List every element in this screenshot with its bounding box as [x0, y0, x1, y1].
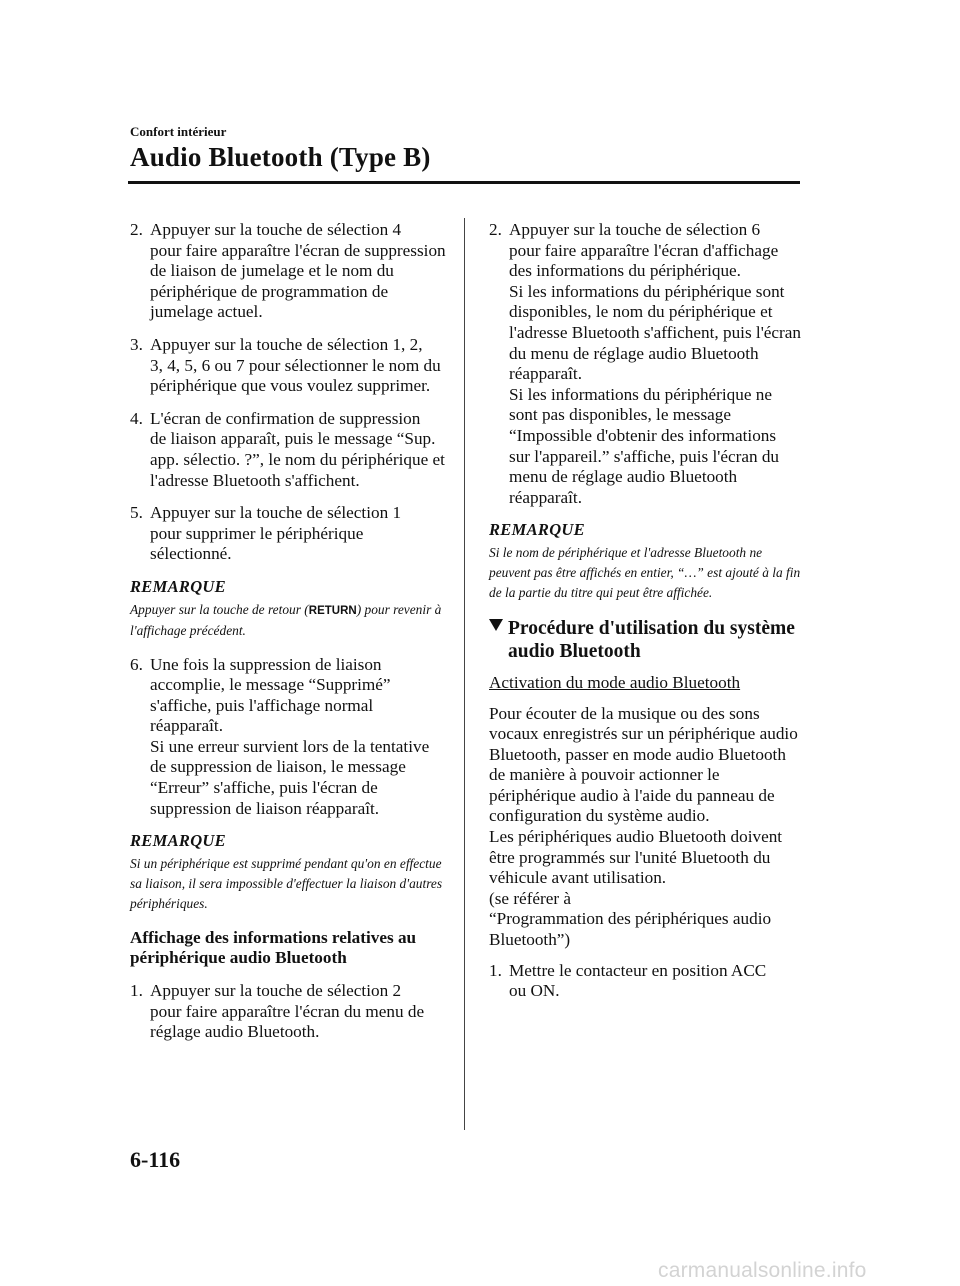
- note-heading: REMARQUE: [489, 520, 585, 540]
- note-body: Si un périphérique est supprimé pendant qu'on en effectue sa liaison, il sera impossible d'effectuer la liaison d'autres périphériques.: [130, 855, 443, 911]
- step-text-rest: pour faire apparaître l'écran du menu de réglage audio Bluetooth.: [150, 1001, 425, 1042]
- step-text-extra: Si les informations du périphérique ne sont pas disponibles, le message “Impossible d'obtenir des informations sur l'appareil.” s'affiche, puis l'écran du menu de réglage audio Bluetooth réapparaît.: [509, 384, 780, 507]
- step-text-rest: 3, 4, 5, 6 ou 7 pour sélectionner le nom du périphérique que vous voulez supprimer.: [150, 355, 441, 396]
- step-number: 6.: [130, 654, 143, 674]
- column-divider: [464, 218, 465, 1130]
- paragraph: “Programmation des périphériques audio Bluetooth”): [489, 909, 772, 950]
- return-key-label: RETURN: [308, 604, 357, 617]
- step-1-right: [489, 961, 801, 1002]
- step-text-line1: Appuyer sur la touche de sélection 2: [150, 981, 402, 1001]
- step-number: 2.: [489, 220, 502, 239]
- step-text-extra: Si une erreur survient lors de la tentative de suppression de liaison, le message “Erreur” s'affiche, puis l'écran de suppression de liaison réapparaît.: [150, 736, 430, 818]
- subheading-device-info: Affichage des informations relatives au périphérique audio Bluetooth: [130, 927, 417, 968]
- step-text-line1: Appuyer sur la touche de sélection 4: [150, 220, 402, 239]
- step-number: 5.: [130, 503, 143, 523]
- note-heading: REMARQUE: [130, 576, 226, 596]
- step-text-line1: Appuyer sur la touche de sélection 1, 2,: [150, 334, 423, 354]
- page-title: Audio Bluetooth (Type B): [130, 142, 431, 172]
- paragraph: Les périphériques audio Bluetooth doivent être programmés sur l'unité Bluetooth du véhicule avant utilisation.: [489, 827, 783, 888]
- watermark: carmanualsonline.info: [658, 1259, 867, 1282]
- note-text-after-key: ) pour revenir à l'affichage précédent.: [130, 601, 442, 638]
- page-number: 6-116: [130, 1147, 181, 1172]
- step-1-left: [130, 981, 446, 1043]
- title-rule: [128, 181, 800, 184]
- step-text-line1: Appuyer sur la touche de sélection 1: [150, 503, 402, 523]
- step-text-rest: pour supprimer le périphérique sélectionné.: [150, 523, 364, 564]
- step-number: 4.: [130, 408, 143, 428]
- step-text-rest: accomplie, le message “Supprimé” s'affiche, puis l'affichage normal réapparaît.: [150, 675, 391, 736]
- step-text-rest: de liaison apparaît, puis le message “Sup. app. sélectio. ?”, le nom du périphérique et l'adresse Bluetooth s'affichent.: [150, 429, 445, 490]
- step-3-left: [130, 335, 446, 397]
- step-text-line1: Mettre le contacteur en position ACC: [509, 960, 767, 980]
- procedure-heading: [489, 617, 801, 663]
- step-text-line1: L'écran de confirmation de suppression: [150, 408, 421, 428]
- step-number: 3.: [130, 334, 143, 354]
- procedure-heading-text: Procédure d'utilisation du système audio Bluetooth: [508, 617, 795, 662]
- note-body: [130, 600, 446, 641]
- left-column: [130, 220, 446, 1055]
- step-text-line1: Une fois la suppression de liaison: [150, 654, 382, 674]
- step-text-extra: Si les informations du périphérique sont disponibles, le nom du périphérique et l'adresse Bluetooth s'affichent, puis l'écran du menu de réglage audio Bluetooth réapparaît.: [509, 281, 802, 384]
- paragraph: (se référer à: [489, 888, 572, 908]
- note-body: Si le nom de périphérique et l'adresse Bluetooth ne peuvent pas être affichés en entier, “…” est ajouté à la fin de la partie du titre qui peut être affichée.: [489, 544, 801, 600]
- step-text-rest: pour faire apparaître l'écran de suppression de liaison de jumelage et le nom du périphérique de programmation de jumelage actuel.: [150, 240, 446, 322]
- activation-heading: Activation du mode audio Bluetooth: [489, 672, 741, 692]
- step-2-left: [130, 220, 446, 323]
- step-2-right: [489, 220, 801, 508]
- note-text-before-key: Appuyer sur la touche de retour (: [130, 601, 309, 617]
- note-heading: REMARQUE: [130, 831, 226, 851]
- step-5-left: [130, 503, 446, 565]
- step-6-left: [130, 655, 446, 820]
- triangle-down-icon: [489, 617, 503, 631]
- step-text-rest: ou ON.: [509, 981, 560, 1001]
- section-label: Confort intérieur: [130, 124, 227, 139]
- step-text-line1: Appuyer sur la touche de sélection 6: [509, 220, 761, 239]
- step-4-left: [130, 409, 446, 491]
- step-text-rest: pour faire apparaître l'écran d'affichage des informations du périphérique.: [509, 240, 779, 281]
- step-number: 2.: [130, 220, 143, 239]
- step-number: 1.: [489, 960, 502, 980]
- paragraph: Pour écouter de la musique ou des sons vocaux enregistrés sur un périphérique audio Bluetooth, passer en mode audio Bluetooth de manière à pouvoir actionner le périphérique audio à l'aide du panneau de configuration du système audio.: [489, 703, 798, 826]
- step-number: 1.: [130, 981, 143, 1001]
- right-column: [489, 220, 801, 1014]
